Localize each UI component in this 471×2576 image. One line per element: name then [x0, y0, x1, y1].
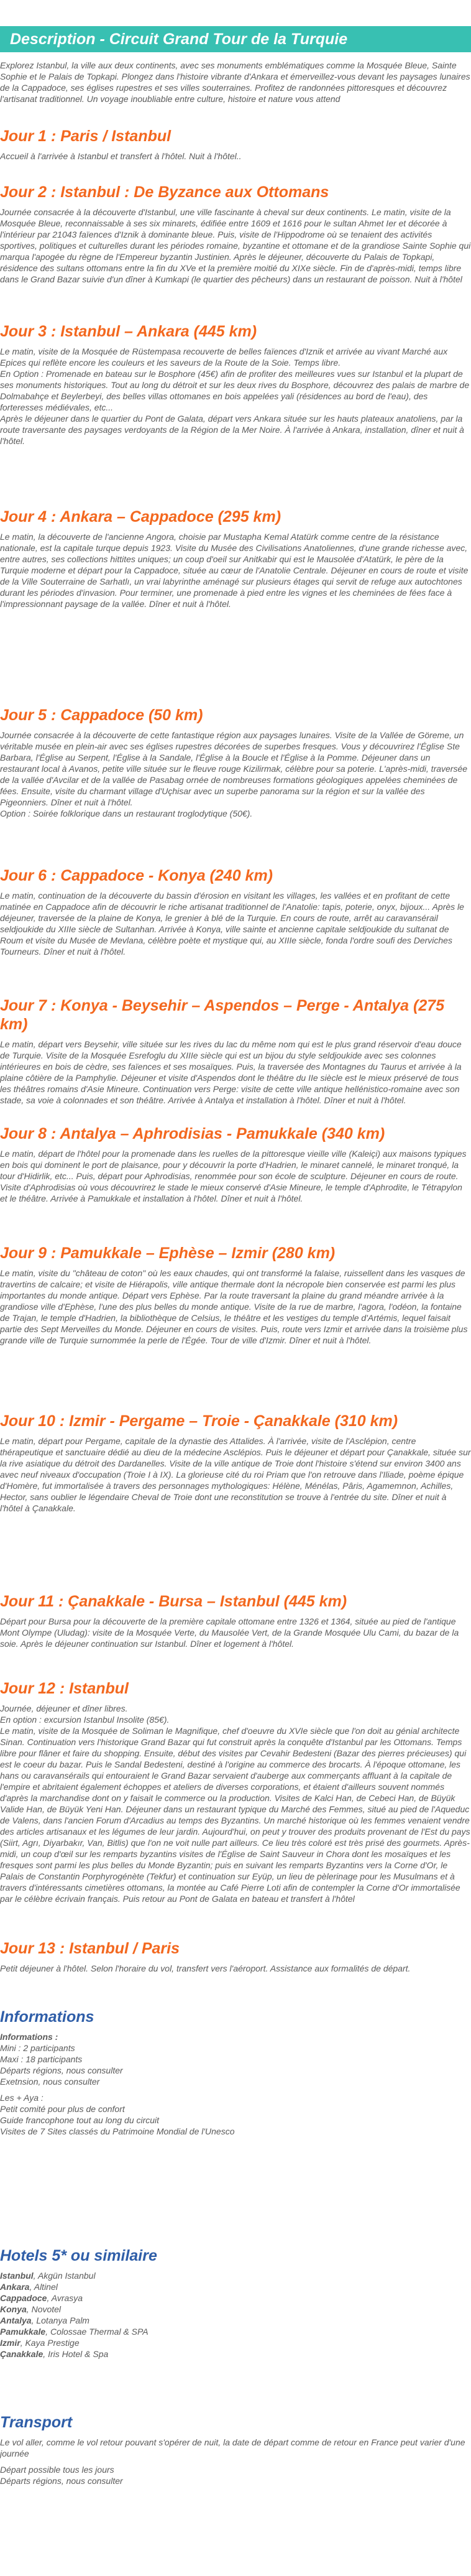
plus-line: Petit comité pour plus de confort	[0, 2104, 125, 2114]
transport-title: Transport	[0, 2414, 73, 2431]
hotel-city: Antalya	[0, 2315, 32, 2325]
hotel-city: Izmir	[0, 2338, 21, 2348]
day-title: Jour 13 : Istanbul / Paris	[0, 1940, 180, 1957]
day-4	[0, 507, 471, 609]
day-10	[0, 1412, 471, 1514]
plus-label: Les + Aya :	[0, 2093, 43, 2103]
day-text: Le matin, visite de la Mosquée de Rüstempasa recouverte de belles faïences d'Iznik et arrivée au vivant Marché aux Epices qui reflète encore les couleurs et les saveurs de la Route de la Soie. Temps libre.	[0, 346, 448, 368]
day-text: Le matin, départ pour Pergame, capitale de la dynastie des Attalides. À l'arrivée, visite de l'Asclépion, centre thérapeutique et sanctuaire dédié au dieu de la médecine Asclépios. Puis le déjeuner et départ pour Çanakkale, située sur la rive asiatique du détroit des Dardanelles. Visite de la ville antique de Troie dont l'histoire s'étend sur environ 3400 ans avec neuf niveaux d'occupation (Troie I à IX). La glorieuse cité du roi Priam que l'on retrouve dans l'Iliade, poème épique d'Homère, fut immortalisée à travers des personnages mythologiques: Hélène, Ménélas, Pâris, Agamemnon, Achilles, Hector, sans oublier le légendaire Cheval de Troie dont une reconstitution se trouve à l'entrée du site. Dîner et nuit à l'hôtel à Çanakkale.	[0, 1436, 471, 1513]
hotel-entry: Pamukkale, Colossae Thermal & SPA	[0, 2327, 149, 2337]
day-text: Le matin, la découverte de l'ancienne Angora, choisie par Mustapha Kemal Atatürk comme centre de la résistance nationale, est la capitale turque depuis 1923. Visite du Musée des Civilisations Anatoliennes, d'une grande richesse avec, entre autres, ses collections hittites uniques; un coup d'oeil sur Anitkabir qui est le Mausolée d'Atatürk, le père de la Turquie moderne et départ pour la Cappadoce, située au cœur de l'Anatolie Centrale. Déjeuner en cours de route et visite de la Ville Souterraine de Sarhatlı, un vrai labyrinthe aménagé sur plusieurs étages qui servit de refuge aux autochtones durant les périodes d'invasion. Pour terminer, une promenade à pied entre les vignes et les cheminées de fées face à l'impressionnant paysage de la vallée. Dîner et nuit à l'hôtel.	[0, 532, 469, 609]
day-title: Jour 2 : Istanbul : De Byzance aux Ottomans	[0, 183, 329, 201]
transport-section	[0, 2413, 471, 2486]
hotel-name: Lotanya Palm	[36, 2315, 89, 2325]
informations-title: Informations	[0, 2008, 94, 2026]
day-11	[0, 1592, 471, 1649]
info-line: Maxi : 18 participants	[0, 2054, 83, 2064]
day-text: Le matin, départ vers Beysehir, ville située sur les rives du lac du même nom qui est le plus grand réservoir d'eau douce de Turquie. Visite de la Mosquée Esrefoglu du XIIIe siècle qui est un bijou du style seldjoukide avec ses colonnes intérieures en bois de cèdre, ses faïences et ses mosaïques. Puis, la traversée des Montagnes du Taurus et arrivée à la plaine côtière de la Pamphylie. Déjeuner et visite d'Aspendos dont le théâtre du IIe siècle est le mieux préservé de tous les théâtres romains d'Asie Mineure. Continuation vers Perge: visite de cette ville antique hellénistico-romaine avec son stade, sa voie à colonnades et son théâtre. Arrivée à Antalya et installation à l'hôtel. Dîner et nuit à l'hôtel.	[0, 1039, 462, 1105]
day-9	[0, 1244, 471, 1346]
info-line: Mini : 2 participants	[0, 2043, 75, 2053]
hotel-entry: Konya, Novotel	[0, 2304, 62, 2314]
hotel-name: Avrasya	[51, 2293, 83, 2303]
informations-section	[0, 2008, 471, 2137]
intro-text: Explorez Istanbul, la ville aux deux continents, avec ses monuments emblématiques comme la Mosquée Bleue, Sainte Sophie et le Palais de Topkapi. Plongez dans l'histoire vibrante d'Ankara et émerveillez-vous devant les paysages lunaires de la Cappadoce, ses églises rupestres et ses villes souterraines. Profitez de randonnées pittoresques et découvrez l'artisanat traditionnel. Un voyage inoubliable entre culture, histoire et nature vous attend	[0, 60, 470, 104]
day-text: Accueil à l'arrivée à Istanbul et transfert à l'hôtel. Nuit à l'hôtel..	[0, 151, 242, 161]
day-title: Jour 10 : Izmir - Pergame – Troie - Çanakkale (310 km)	[0, 1412, 398, 1430]
hotel-city: Ankara	[0, 2282, 30, 2292]
hotel-city: Cappadoce	[0, 2293, 47, 2303]
day-title: Jour 8 : Antalya – Aphrodisias - Pamukkale (340 km)	[0, 1125, 385, 1142]
plus-line: Guide francophone tout au long du circuit	[0, 2115, 160, 2125]
day-text: Petit déjeuner à l'hôtel. Selon l'horaire du vol, transfert vers l'aéroport. Assistance aux formalités de départ.	[0, 1963, 411, 1973]
day-13	[0, 1939, 471, 1974]
info-line: Départs régions, nous consulter	[0, 2065, 123, 2075]
hotel-name: Iris Hotel & Spa	[48, 2349, 109, 2359]
hotel-entry: Cappadoce, Avrasya	[0, 2293, 83, 2303]
hotel-entry: Istanbul, Akgün Istanbul	[0, 2271, 96, 2281]
hotel-entry: Izmir, Kaya Prestige	[0, 2338, 80, 2348]
info-line: Exetnsion, nous consulter	[0, 2077, 100, 2087]
day-title: Jour 7 : Konya - Beysehir – Aspendos – Perge - Antalya (275 km)	[0, 997, 445, 1033]
day-5	[0, 706, 471, 819]
day-title: Jour 4 : Ankara – Cappadoce (295 km)	[0, 508, 281, 526]
day-text: En Option : Promenade en bateau sur le Bosphore (45€) afin de profiter des meilleures vues sur Istanbul et la plupart de ses monuments historiques. Tout au long du détroit et sur les deux rives du Bosphore, découvrez des palais de marbre de Dolmabahçe et Beylerbeyi, des belles villas ottomanes en bois appelées yali (résidences au bord de l'eau), des forteresses médiévales, etc...	[0, 369, 470, 412]
day-option: Option : Soirée folklorique dans un restaurant troglodytique (50€).	[0, 808, 253, 818]
day-text: Journée, déjeuner et dîner libres.	[0, 1703, 128, 1713]
hotel-name: Colossae Thermal & SPA	[50, 2327, 149, 2337]
transport-line: Le vol aller, comme le vol retour pouvant s'opérer de nuit, la date de départ comme de retour en France peut varier d'une journée	[0, 2437, 465, 2458]
day-6	[0, 866, 471, 957]
day-8	[0, 1124, 471, 1204]
day-text: Le matin, continuation de la découverte du bassin d'érosion en visitant les villages, les vallées et en profitant de cette matinée en Cappadoce afin de découvrir le riche artisanat traditionnel de l'Anatolie: tapis, poterie, onyx, bijoux... Après le déjeuner, traversée de la plaine de Konya, le grenier à blé de la Turquie. En cours de route, arrêt au caravansérail seldjoukide du XIIIe siècle de Sultanhan. Arrivée à Konya, ville sainte et ancienne capitale seldjoukide du sultanat de Roum et visite du Musée de Mevlana, célèbre poète et mystique qui, au XIIIe siècle, fonda l'ordre soufi des Derviches Tourneurs. Dîner et nuit à l'hôtel.	[0, 891, 464, 957]
day-text: Journée consacrée à la découverte d'Istanbul, une ville fascinante à cheval sur deux continents. Le matin, visite de la Mosquée Bleue, reconnaissable à ses six minarets, édifiée entre 1609 et 1616 pour le sultan Ahmet Ier et décorée à l'intérieur par 21043 faïences d'Iznik à dominante bleue. Puis, visite de l'Hippodrome où se tenaient des activités sportives, politiques et culturelles durant les périodes romaine, byzantine et ottomane et de la grandiose Sainte Sophie qui marqua l'apogée du règne de l'Empereur byzantin Justinien. Après le déjeuner, découverte du Palais de Topkapi, résidence des sultans ottomans entre la fin du XVe et la première moitié du XIXe siècle. Fin de d'après-midi, temps libre dans le Grand Bazar suivie d'un dîner à Kumkapi (le quartier des pêcheurs) dans un restaurant de poisson. Nuit à l'hôtel	[0, 207, 471, 284]
day-text: Départ pour Bursa pour la découverte de la première capitale ottomane entre 1326 et 1364, située au pied de l'antique Mont Olympe (Uludag): visite de la Mosquée Verte, du Mausolée Vert, de la Grande Mosquée Ulu Cami, du bazar de la soie. Après le déjeuner continuation sur Istanbul. Dîner et logement à l'hôtel.	[0, 1616, 459, 1649]
title-bar	[0, 26, 471, 52]
hotel-name: Altinel	[34, 2282, 58, 2292]
hotel-name: Novotel	[31, 2304, 62, 2314]
hotel-city: Konya	[0, 2304, 27, 2314]
hotels-title: Hotels 5* ou similaire	[0, 2247, 157, 2264]
day-2	[0, 183, 471, 285]
day-title: Jour 3 : Istanbul – Ankara (445 km)	[0, 323, 257, 340]
hotel-city: Pamukkale	[0, 2327, 46, 2337]
page-title: Description - Circuit Grand Tour de la Turquie	[10, 30, 348, 48]
hotel-entry: Çanakkale, Iris Hotel & Spa	[0, 2349, 109, 2359]
day-title: Jour 11 : Çanakkale - Bursa – Istanbul (445 km)	[0, 1593, 347, 1610]
day-title: Jour 1 : Paris / Istanbul	[0, 127, 171, 145]
day-title: Jour 12 : Istanbul	[0, 1680, 129, 1697]
day-text: Le matin, visite du "château de coton" où les eaux chaudes, qui ont transformé la falaise, ruissellent dans les vasques de travertins de calcaire; et visite de Hiérapolis, ville antique thermale dont la nécropole bien conservée est parmi les plus importantes du monde antique. Départ vers Ephèse. Par la route traversant la plaine du grand méandre arrivée à la grandiose ville d'Ephèse, l'une des plus belles du monde antique. Visite de la rue de marbre, l'agora, l'odéon, la fontaine de Trajan, le temple d'Hadrien, la bibliothèque de Celsius, le théâtre et les vestiges du temple d'Artémis, lequel faisait partie des Sept Merveilles du Monde. Déjeuner en cours de visites. Puis, route vers Izmir et arrivée dans la troisième plus grande ville de Turquie surnommée la perle de l'Égée. Tour de ville d'Izmir. Dîner et nuit à l'hôtel.	[0, 1268, 468, 1345]
informations-label: Informations :	[0, 2032, 58, 2042]
day-text: Après le déjeuner dans le quartier du Pont de Galata, départ vers Ankara située sur les hauts plateaux anatoliens, par la route traversante des paysages verdoyants de la Région de la Mer Noire. À l'arrivée à Ankara, installation, dîner et nuit à l'hôtel.	[0, 414, 464, 446]
day-text: Le matin, départ de l'hôtel pour la promenade dans les ruelles de la pittoresque vieille ville (Kaleiçi) aux maisons typiques en bois qui dominent le port de plaisance, pour y découvrir la porte d'Hadrien, le minaret cannelé, le minaret tronqué, la tour d'Hidirlik, etc... Puis, départ pour Aphrodisias, renommée pour son école de sculpture. Déjeuner en cours de route. Visite d'Aphrodisias où vous découvrirez le stade le mieux conservé d'Asie Mineure, le temple d'Aphrodite, le Tétrapylon et le théâtre. Arrivée à Pamukkale et installation à l'hôtel. Dîner et nuit à l'hôtel.	[0, 1149, 467, 1203]
day-text: Journée consacrée à la découverte de cette fantastique région aux paysages lunaires. Visite de la Vallée de Göreme, un véritable musée en plein-air avec ses églises rupestres décorées de superbes fresques. Vous y découvrirez l'Église Ste Barbara, l'Église au Serpent, l'Église à la Sandale, l'Église à la Boucle et l'Église à la Pomme. Déjeuner dans un restaurant local à Avanos, petite ville située sur le fleuve rouge Kizilirmak, célèbre pour sa poterie. L'après-midi, traversée de la vallée d'Avcilar et de la vallée de Pasabag ornée de nombreuses formations géologiques appelées cheminées de fées. Ensuite, visite du charmant village d'Uçhisar avec un superbe panorama sur la région et sur la vallée des Pigeonniers. Dîner et nuit à l'hôtel.	[0, 730, 468, 807]
day-7	[0, 996, 471, 1106]
day-1	[0, 127, 471, 162]
day-option: En option : excursion Istanbul Insolite (85€).	[0, 1715, 170, 1725]
transport-line: Départs régions, nous consulter	[0, 2476, 123, 2486]
hotel-name: Akgün Istanbul	[37, 2271, 96, 2281]
hotel-entry: Antalya, Lotanya Palm	[0, 2315, 89, 2325]
hotel-name: Kaya Prestige	[25, 2338, 80, 2348]
day-text: Le matin, visite de la Mosquée de Soliman le Magnifique, chef d'oeuvre du XVIe siècle que l'on doit au génial architecte Sinan. Continuation vers l'historique Grand Bazar qui fut construit après la conquête d'Istanbul par les Ottomans. Temps libre pour flâner et faire du shopping. Ensuite, début des visites par Cevahir Bedesteni (Bazar des pierres précieuses) qui est le coeur du bazar. Puis le Sandal Bedesteni, destiné à l'origine au commerce des brocarts. À l'époque ottomane, les hans ou caravansérails qui entouraient le Grand Bazar servaient d'auberge aux commerçants affluant à la capitale de l'empire et abritaient également échoppes et ateliers de diverses corporations, et étaient d'ailleurs souvent nommés d'après la marchandise dont on y faisait le commerce ou la production. Visites de Kalci Han, de Cebeci Han, de Büyük Valide Han, de Büyük Yeni Han. Déjeuner dans un restaurant typique du Marché des Femmes, situé au pied de l'Aqueduc de Valens, dans l'ancien Forum d'Arcadius au temps des Byzantins. Un marché historique où les femmes venaient vendre des articles artisanaux et les légumes de leur jardin. Aujourd'hui, on peut y trouver des produits provenant de l'Est du pays (Siirt, Agrı, Diyarbakır, Van, Bitlis) que l'on ne voit nulle part ailleurs. Ce lieu très coloré est très prisé des gourmets. Après-midi, un coup d'œil sur les remparts byzantins visites de l'Église de Saint Sauveur in Chora dont les mosaïques et les fresques sont parmi les plus belles du Monde Byzantin; puis en suivant les remparts Byzantins vers la Corne d'Or, le Palais de Constantin Porphyrogénète (Tekfur) et continuation sur Eyüp, un lieu de pèlerinage pour les Musulmans et à travers d'intéressants cimetières ottomans, la montée au Café Pierre Loti afin de contempler la Corne d'Or immortalisée par le célèbre écrivain français. Puis retour au Pont de Galata en bateau et transfert à l'hôtel	[0, 1726, 470, 1904]
day-12	[0, 1679, 471, 1904]
transport-line: Départ possible tous les jours	[0, 2465, 114, 2475]
hotel-city: Çanakkale	[0, 2349, 43, 2359]
day-title: Jour 9 : Pamukkale – Ephèse – Izmir (280 km)	[0, 1244, 336, 1262]
hotels-section	[0, 2246, 471, 2360]
hotel-entry: Ankara, Altinel	[0, 2282, 58, 2292]
day-3	[0, 322, 471, 447]
day-title: Jour 6 : Cappadoce - Konya (240 km)	[0, 867, 273, 884]
hotel-city: Istanbul	[0, 2271, 34, 2281]
intro-section	[0, 60, 471, 104]
day-title: Jour 5 : Cappadoce (50 km)	[0, 707, 203, 724]
plus-line: Visites de 7 Sites classés du Patrimoine Mondial de l'Unesco	[0, 2126, 235, 2136]
